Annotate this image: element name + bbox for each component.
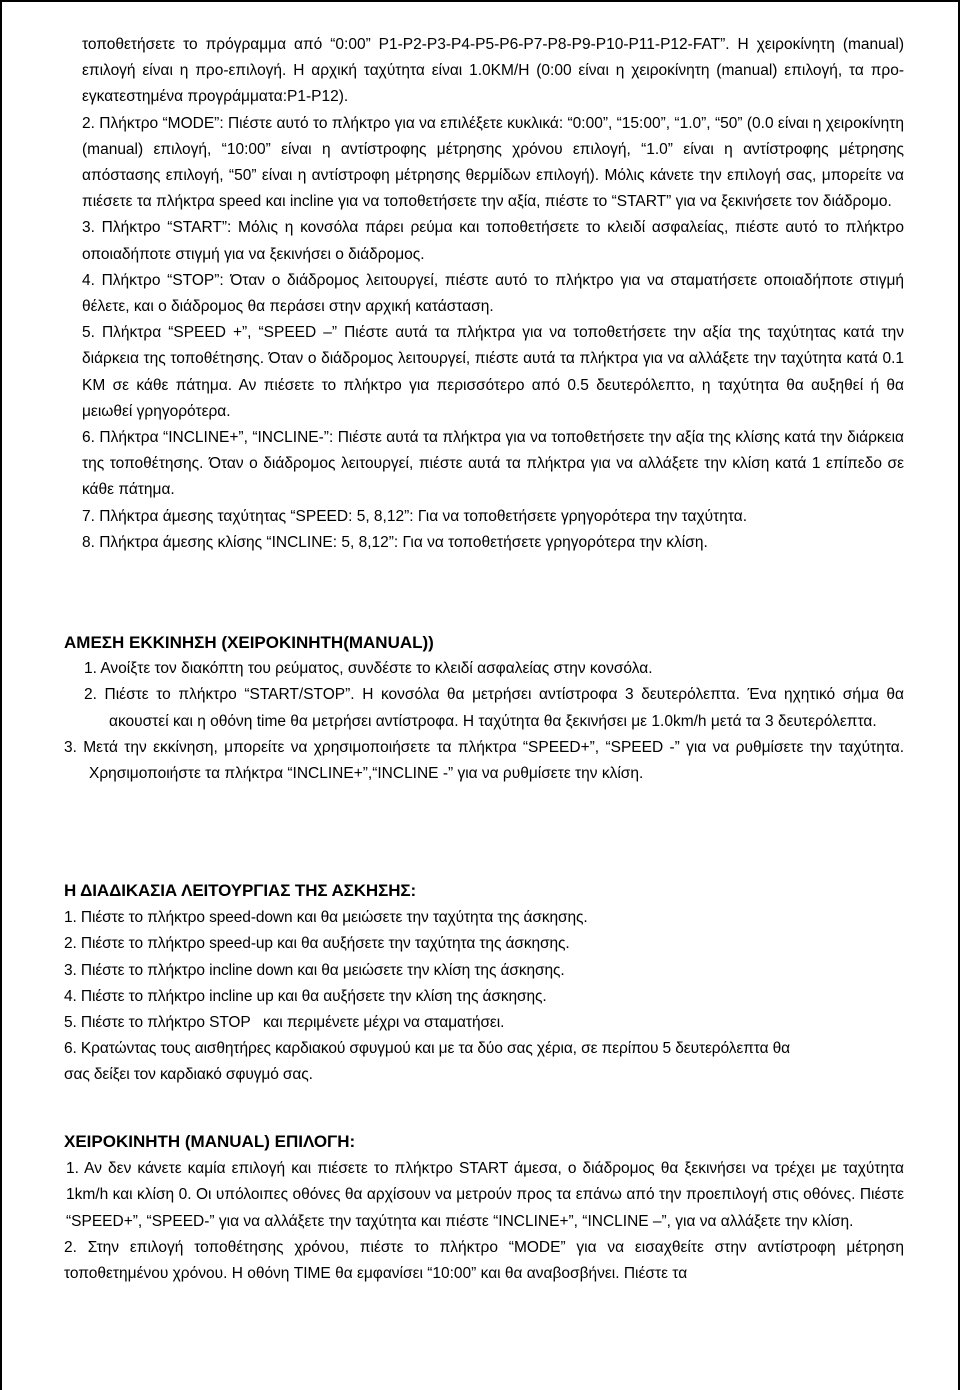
procedure-item: 1. Πιέστε το πλήκτρο speed-down και θα μειώσετε την ταχύτητα της άσκησης. — [64, 909, 588, 927]
mode-key-item: 2. Πλήκτρο “MODE”: Πιέστε αυτό το πλήκτρο για να επιλέξετε κυκλικά: “0:00”, “15:00”, “1.0”, “50” (0.0 είναι η χειροκίνητη (manual) επιλογή, “10:00” είναι η αντίστροφης μέτρησης χρόνου επιλογή, “1.0” είναι η αντίστροφης μέτρησης απόστασης επιλογή, “50” είναι η αντίστροφη μέτρησης θερμίδων επιλογή). Μόλις κάνετε την επιλογή σας, μπορείτε να πιέσετε τα πλήκτρα speed και incline για να τοποθετήσετε την αξία, πιέστε το “START” για να ξεκινήσετε τον διάδρομο. — [82, 114, 904, 211]
quickstart-section — [64, 630, 904, 787]
quickstart-item: 1. Ανοίξτε τον διακόπτη του ρεύματος, συνδέστε το κλειδί ασφαλείας στην κονσόλα. — [84, 660, 653, 678]
quick-speed-item: 7. Πλήκτρα άμεσης ταχύτητας “SPEED: 5, 8,12”: Για να τοποθετήσετε γρηγορότερα την ταχύτητα. — [82, 507, 748, 525]
procedure-item: 2. Πιέστε το πλήκτρο speed-up και θα αυξήσετε την ταχύτητα της άσκησης. — [64, 935, 570, 953]
quickstart-heading: ΑΜΕΣΗ ΕΚΚΙΝΗΣΗ (ΧΕΙΡΟΚΙΝΗΤΗ(MANUAL)) — [64, 633, 434, 652]
procedure-item: 5. Πιέστε το πλήκτρο STOP και περιμένετε μέχρι να σταματήσει. — [64, 1014, 505, 1032]
procedure-item: 4. Πιέστε το πλήκτρο incline up και θα αυξήσετε την κλίση της άσκησης. — [64, 987, 547, 1005]
intro-paragraph: τοποθετήσετε το πρόγραμμα από “0:00” P1-P2-P3-P4-P5-P6-P7-P8-P9-P10-P11-P12-FAT”. Η χειροκίνητη (manual) επιλογή είναι η προ-επιλογή. Η αρχική ταχύτητα είναι 1.0KM/H (0:00 είναι η χειροκίνητη (manual) επιλογή, τα προ-εγκατεστημένα προγράμματα:P1-P12). — [82, 36, 904, 106]
stop-key-item: 4. Πλήκτρο “STOP”: Όταν ο διάδρομος λειτουργεί, πιέστε αυτό το πλήκτρο για να σταματήσετε οποιαδήποτε στιγμή θέλετε, και ο διάδρομος θα περάσει στην αρχική κατάσταση. — [82, 271, 904, 316]
manual-heading: ΧΕΙΡΟΚΙΝΗΤΗ (MANUAL) ΕΠΙΛΟΓΗ: — [64, 1132, 356, 1151]
procedure-item: 6. Κρατώντας τους αισθητήρες καρδιακού σφυγμού και με τα δύο σας χέρια, σε περίπου 5 δευτερόλεπτα θα σας δείξει τον καρδιακό σφυγμό σας. — [64, 1040, 791, 1084]
quick-incline-item: 8. Πλήκτρα άμεσης κλίσης “INCLINE: 5, 8,12”: Για να τοποθετήσετε γρηγορότερα την κλίση. — [82, 533, 708, 551]
procedure-item: 3. Πιέστε το πλήκτρο incline down και θα μειώσετε την κλίση της άσκησης. — [64, 961, 565, 979]
speed-keys-item: 5. Πλήκτρα “SPEED +”, “SPEED –” Πιέστε αυτά τα πλήκτρα για να τοποθετήσετε την αξία της ταχύτητας κατά την διάρκεια της τοποθέτησης. Όταν ο διάδρομος λειτουργεί, πιέστε αυτά τα πλήκτρα για να αλλάξετε την ταχύτητα κατά 0.1 KM σε κάθε πάτημα. Αν πιέσετε το πλήκτρο για περισσότερο από 0.5 δευτερόλεπτο, η ταχύτητα θα αυξηθεί ή θα μειωθεί γρηγορότερα. — [82, 324, 904, 420]
intro-section — [82, 32, 904, 556]
quickstart-item: 2. Πιέστε το πλήκτρο “START/STOP”. Η κονσόλα θα μετρήσει αντίστροφα 3 δευτερόλεπτα. Ένα ηχητικό σήμα θα ακουστεί και η οθόνη time θα μετρήσει αντίστροφα. Η ταχύτητα θα ξεκινήσει με 1.0km/h μετά τα 3 δευτερόλεπτα. — [84, 686, 904, 730]
manual-item: 2. Στην επιλογή τοποθέτησης χρόνου, πιέστε το πλήκτρο “MODE” για να εισαχθείτε στην αντίστροφη μέτρηση τοποθετημένου χρόνου. Η οθόνη TIME θα εμφανίσει “10:00” και θα αναβοσβήνει. Πιέστε τα — [64, 1238, 904, 1283]
quickstart-item: 3. Μετά την εκκίνηση, μπορείτε να χρησιμοποιήσετε τα πλήκτρα “SPEED+”, “SPEED -” για να ρυθμίσετε την ταχύτητα. Χρησιμοποιήστε τα πλήκτρα “INCLINE+”,“INCLINE -” για να ρυθμίσετε την κλίση. — [64, 738, 904, 783]
procedure-heading: Η ΔΙΑΔΙΚΑΣΙΑ ΛΕΙΤΟΥΡΓΙΑΣ ΤΗΣ ΑΣΚΗΣΗΣ: — [64, 881, 417, 900]
manual-item: 1. Αν δεν κάνετε καμία επιλογή και πιέσετε το πλήκτρο START άμεσα, ο διάδρομος θα ξεκινήσει να τρέχει με ταχύτητα 1km/h και κλίση 0. Οι υπόλοιπες οθόνες θα αρχίσουν να μετρούν προς τα επάνω από την προεπιλογή στις οθόνες. Πιέστε “SPEED+”, “SPEED-” για να αλλάξετε την ταχύτητα και πιέστε “INCLINE+”, “INCLINE –”, για να αλλάξετε την κλίση. — [66, 1160, 904, 1230]
start-key-item: 3. Πλήκτρο “START”: Μόλις η κονσόλα πάρει ρεύμα και τοποθετήσετε το κλειδί ασφαλείας, πιέστε αυτό το πλήκτρο οποιαδήποτε στιγμή για να ξεκινήσει ο διάδρομος. — [82, 219, 904, 263]
incline-keys-item: 6. Πλήκτρα “INCLINE+”, “INCLINE-”: Πιέστε αυτά τα πλήκτρα για να τοποθετήσετε την αξία της κλίσης κατά την διάρκεια της τοποθέτησης. Όταν ο διάδρομος λειτουργεί, πιέστε αυτά τα πλήκτρα για να αλλάξετε την κλίση κατά 1 επίπεδο σε κάθε πάτημα. — [82, 429, 904, 499]
procedure-section — [64, 878, 904, 1089]
manual-section — [64, 1129, 904, 1287]
